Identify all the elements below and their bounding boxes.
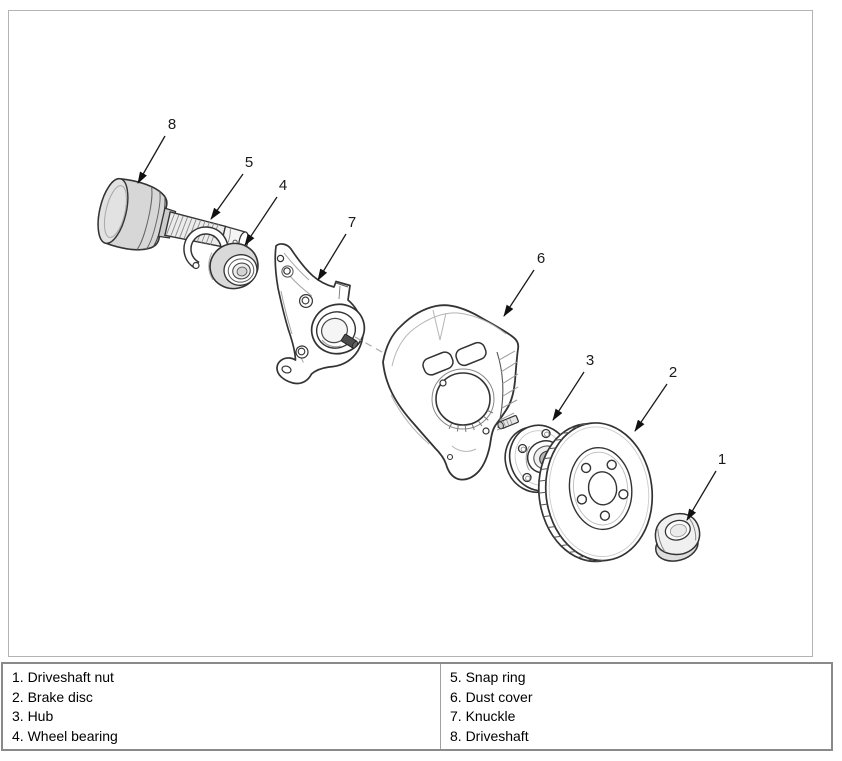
legend-column-left	[2, 663, 441, 750]
legend-item-dust-cover: 6. Dust cover	[450, 688, 533, 705]
callout-1	[687, 451, 726, 520]
callout-5	[211, 154, 253, 219]
callout-3	[553, 352, 594, 420]
legend-item-knuckle: 7. Knuckle	[450, 708, 516, 724]
part-driveshaft-nut	[648, 509, 706, 566]
legend-item-driveshaft: 8. Driveshaft	[450, 727, 529, 744]
legend-table	[1, 662, 833, 751]
knuckle-hole	[298, 348, 305, 355]
legend-column-right	[441, 663, 833, 750]
dust-cover-screw-hole	[483, 428, 489, 434]
callout-label-4: 4	[278, 177, 288, 194]
legend-item-hub: 3. Hub	[12, 708, 54, 724]
callout-8	[138, 116, 176, 183]
dust-cover-screw-hole	[440, 380, 446, 386]
snap-ring-end	[193, 263, 199, 269]
callout-label-8: 8	[167, 116, 177, 133]
callout-label-2: 2	[668, 364, 678, 381]
legend-item-snap-ring: 5. Snap ring	[450, 669, 526, 685]
legend-item-wheel-bearing: 4. Wheel bearing	[12, 727, 118, 744]
callout-label-3: 3	[585, 352, 595, 369]
legend-item-brake-disc: 2. Brake disc	[12, 688, 93, 705]
part-knuckle	[275, 244, 370, 384]
callout-label-1: 1	[717, 451, 727, 468]
dust-cover-screw-hole	[448, 455, 453, 460]
callout-4	[245, 177, 287, 245]
callout-2	[635, 364, 677, 431]
legend-item-driveshaft-nut: 1. Driveshaft nut	[12, 669, 114, 685]
knuckle-hole	[284, 268, 290, 274]
knuckle-hole	[302, 297, 309, 304]
knuckle-hole	[277, 255, 283, 261]
callout-label-6: 6	[536, 250, 546, 267]
callout-7	[318, 214, 356, 280]
part-wheel-bearing	[206, 239, 262, 293]
callout-label-7: 7	[347, 214, 357, 231]
callout-6	[504, 250, 545, 316]
part-dust-cover	[383, 305, 518, 479]
callout-label-5: 5	[244, 154, 254, 171]
